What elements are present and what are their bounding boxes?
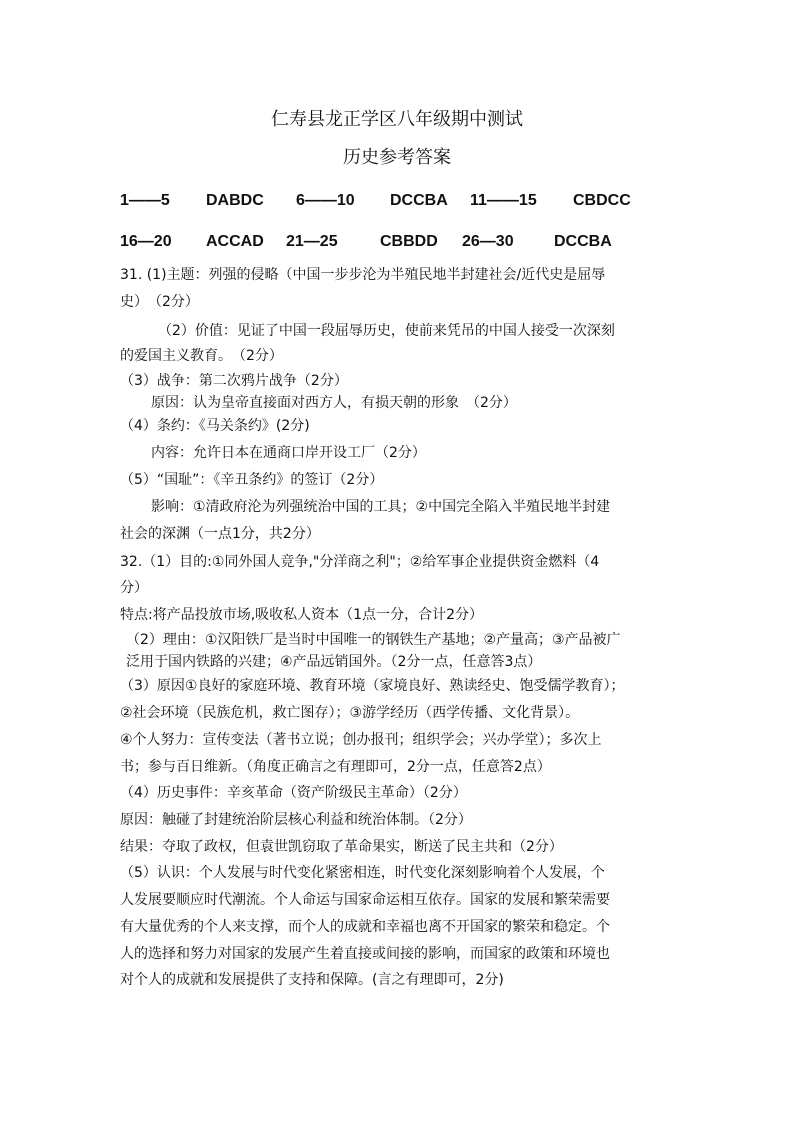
q31-line: 影响：①清政府沦为列强统治中国的工具；②中国完全陷入半殖民地半封建: [151, 499, 611, 515]
answer-range: 16—20: [120, 233, 172, 250]
q32-line: （4）历史事件：辛亥革命（资产阶级民主革命）（2分）: [120, 785, 467, 801]
q31-line: 内容：允许日本在通商口岸开设工厂（2分）: [151, 445, 426, 461]
q32-line: 分）: [120, 580, 148, 596]
q31-line: （5）“国耻”：《辛丑条约》的签订（2分）: [120, 472, 384, 488]
q32-line: 32.（1）目的:①同外国人竞争,"分洋商之利"；②给军事企业提供资金燃料（4: [120, 554, 600, 570]
q32-line: 结果：夺取了政权，但袁世凯窃取了革命果实，断送了民主共和（2分）: [120, 839, 563, 855]
q32-line: 对个人的成就和发展提供了支持和保障。(言之有理即可，2分): [120, 972, 504, 988]
answer-letters: CBBDD: [380, 233, 438, 250]
q31-line: 的爱国主义教育。 （2分）: [120, 348, 283, 364]
q32-line: （5）认识：个人发展与时代变化紧密相连，时代变化深刻影响着个人发展，个: [120, 865, 605, 881]
q31-line: 史） （2分）: [120, 294, 199, 310]
q32-line: 原因：触碰了封建统治阶层核心利益和统治体制。（2分）: [120, 812, 472, 828]
q32-line: （3）原因①良好的家庭环境、教育环境（家境良好、熟读经史、饱受儒学教育）；: [120, 678, 625, 694]
answer-range: 1——5: [120, 192, 170, 209]
document-title: 仁寿县龙正学区八年级期中测试: [271, 109, 523, 130]
answer-range: 26—30: [462, 233, 514, 250]
q32-line: 有大量优秀的个人来支撑，而个人的成就和幸福也离不开国家的繁荣和稳定。个: [120, 919, 610, 935]
q31-line: 原因：认为皇帝直接面对西方人，有损天朝的形象 （2分）: [151, 395, 517, 411]
q31-line: （4）条约：《马关条约》(2分): [120, 418, 310, 434]
answer-letters: ACCAD: [206, 233, 264, 250]
q32-line: ②社会环境（民族危机，救亡图存）；③游学经历（西学传播、文化背景）。: [120, 705, 580, 721]
q31-line: 社会的深渊（一点1分，共2分）: [120, 526, 320, 542]
q32-line: 人的选择和努力对国家的发展产生着直接或间接的影响，而国家的政策和环境也: [120, 946, 610, 962]
q32-line: 书；参与百日维新。（角度正确言之有理即可，2分一点，任意答2点）: [120, 759, 551, 775]
answer-letters: DCCBA: [390, 192, 448, 209]
q32-line: （2）理由：①汉阳铁厂是当时中国唯一的钢铁生产基地；②产量高；③产品被广: [126, 632, 621, 648]
q32-line: 泛用于国内铁路的兴建；④产品远销国外。（2分一点，任意答3点）: [126, 654, 542, 670]
answer-letters: DCCBA: [554, 233, 612, 250]
answer-letters: CBDCC: [573, 192, 631, 209]
q31-line: （2）价值：见证了中国一段屈辱历史，使前来凭吊的中国人接受一次深刻: [158, 323, 615, 339]
answer-letters: DABDC: [206, 192, 264, 209]
q31-line: （3）战争：第二次鸦片战争（2分）: [120, 373, 348, 389]
q32-line: 特点:将产品投放市场,吸收私人资本（1点一分，合计2分）: [120, 607, 483, 623]
q32-line: 人发展要顺应时代潮流。个人命运与国家命运相互依存。国家的发展和繁荣需要: [120, 892, 610, 908]
answer-range: 11——15: [470, 192, 537, 209]
q32-line: ④个人努力：宣传变法（著书立说；创办报刊；组织学会；兴办学堂）；多次上: [120, 732, 602, 748]
answer-range: 6——10: [296, 192, 355, 209]
answer-range: 21—25: [286, 233, 338, 250]
document-subtitle: 历史参考答案: [343, 147, 451, 168]
q31-line: 31. (1)主题：列强的侵略（中国一步步沦为半殖民地半封建社会/近代史是屈辱: [120, 267, 606, 283]
